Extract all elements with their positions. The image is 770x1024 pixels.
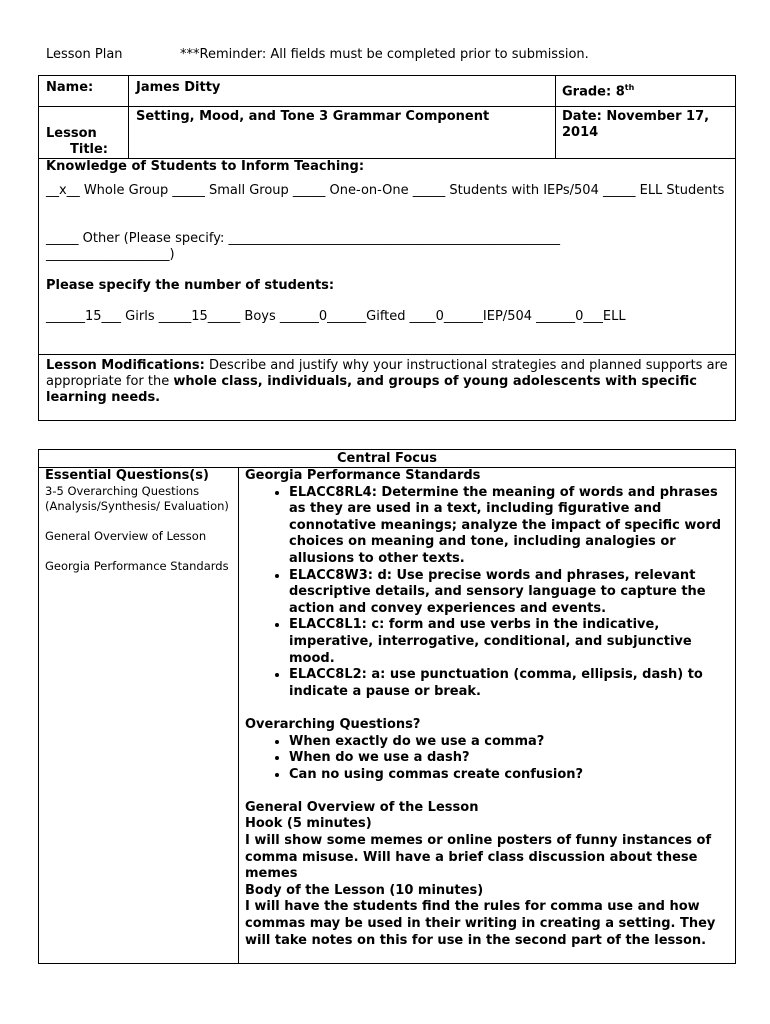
other-specify-field[interactable]: _____ Other (Please specify: ______________________________________________________________________)	[46, 231, 560, 262]
page-header	[46, 47, 589, 62]
right-content-column[interactable]	[245, 468, 731, 949]
hook-heading: Hook (5 minutes)	[245, 816, 372, 832]
standard-item: • ELACC8RL4: Determine the meaning of words and phrases as they are used in a text, including figurative and connotative meanings; analyze the impact of specific word choices on meaning and tone, including analogies or allusions to other texts.	[289, 485, 731, 568]
knowledge-heading: Knowledge of Students to Inform Teaching:	[46, 159, 365, 174]
hook-text: I will show some memes or online posters of funny instances of comma misuse. Will have a brief class discussion about these memes	[245, 833, 712, 882]
student-group-options[interactable]: __x__ Whole Group _____ Small Group _____ One-on-One _____ Students with IEPs/504 _____ ELL Students	[46, 183, 725, 198]
reminder-text: ***Reminder: All fields must be completed prior to submission.	[180, 47, 589, 62]
lesson-title-value[interactable]: Setting, Mood, and Tone 3 Grammar Component	[136, 109, 490, 124]
modifications-text: Describe and justify why your instructional strategies and planned supports are appropriate for the	[46, 358, 728, 389]
body-heading: Body of the Lesson (10 minutes)	[245, 882, 484, 898]
standards-list	[245, 485, 731, 701]
standard-item: • ELACC8W3: d: Use precise words and phrases, relevant descriptive details, and sensory language to capture the action and convey experiences and events.	[289, 568, 731, 618]
date-field[interactable]: Date: November 17, 2014	[562, 109, 710, 140]
overview-hint: General Overview of Lesson	[45, 529, 207, 543]
gps-heading: Georgia Performance Standards	[245, 468, 481, 483]
lesson-modifications	[46, 358, 732, 406]
name-label: Name:	[46, 80, 94, 95]
modifications-label: Lesson Modifications:	[46, 358, 205, 373]
name-value[interactable]: James Ditty	[136, 80, 221, 95]
doc-label: Lesson Plan	[46, 47, 123, 62]
left-guidance-column	[45, 468, 231, 574]
lesson-title-label-line1: Lesson	[46, 126, 97, 141]
student-count-fields[interactable]: ______15___ Girls _____15_____ Boys ______0______Gifted ____0______IEP/504 ______0___ELL	[46, 309, 626, 324]
standard-item: • ELACC8L1: c: form and use verbs in the indicative, imperative, interrogative, conditional, and subjunctive mood.	[289, 617, 731, 667]
grade-label: Grade: 8	[562, 84, 625, 100]
body-text: I will have the students find the rules for comma use and how commas may be used in their writing in creating a setting. They will take notes on this for use in the second part of the lesson.	[245, 899, 716, 948]
grade-superscript: th	[624, 83, 635, 92]
essential-questions-heading: Essential Questions(s)	[45, 468, 209, 483]
lesson-title-label-line2: Title:	[70, 142, 109, 157]
modifications-bold-text: whole class, individuals, and groups of young adolescents with specific learning needs.	[46, 374, 697, 405]
question-item: • Can no using commas create confusion?	[289, 767, 731, 784]
standard-item: • ELACC8L2: a: use punctuation (comma, ellipsis, dash) to indicate a pause or break.	[289, 667, 731, 700]
questions-list	[245, 734, 731, 784]
central-focus-table	[38, 449, 736, 964]
lesson-info-table	[38, 75, 736, 421]
student-count-heading: Please specify the number of students:	[46, 278, 335, 293]
overarching-questions-heading: Overarching Questions?	[245, 716, 421, 732]
overview-heading: General Overview of the Lesson	[245, 799, 479, 815]
question-item: • When do we use a dash?	[289, 750, 731, 767]
question-item: • When exactly do we use a comma?	[289, 734, 731, 751]
gps-hint: Georgia Performance Standards	[45, 559, 229, 573]
grade-field[interactable]	[562, 80, 634, 100]
central-focus-title: Central Focus	[337, 451, 437, 466]
lesson-title-label	[46, 126, 108, 158]
overarching-questions-hint: 3-5 Overarching Questions (Analysis/Synthesis/ Evaluation)	[45, 484, 229, 513]
